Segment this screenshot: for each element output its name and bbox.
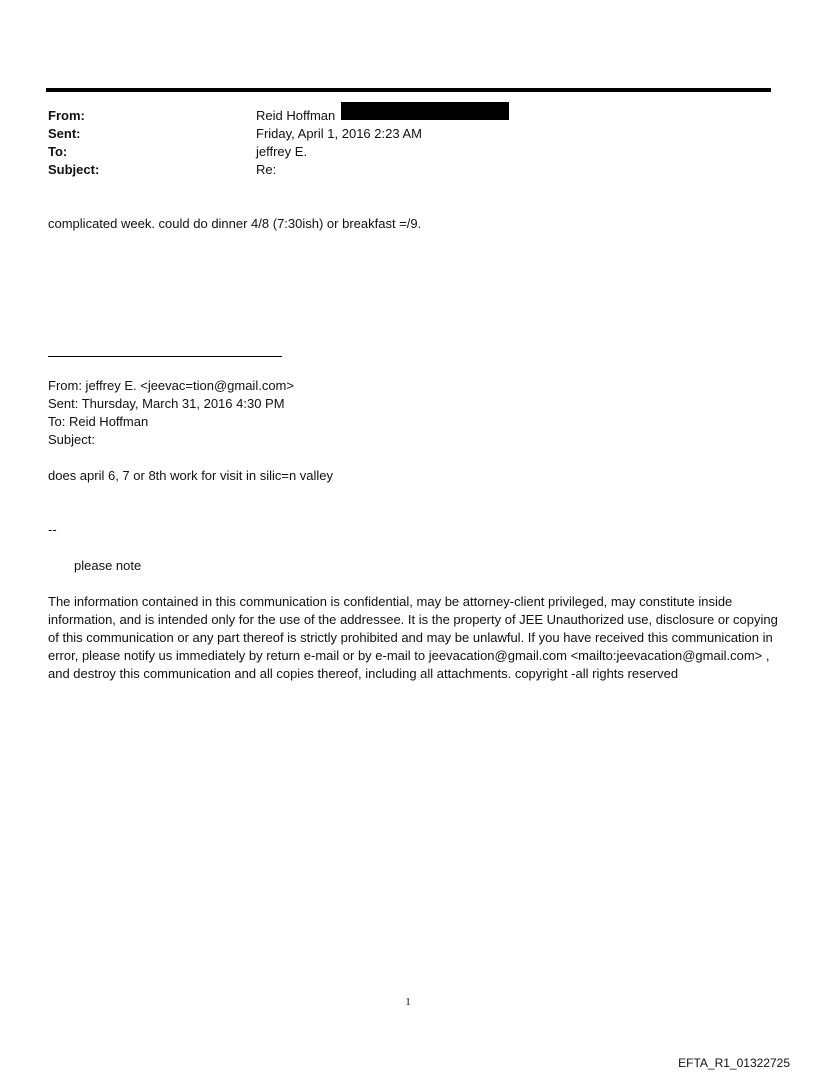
from-label: From: <box>48 108 85 123</box>
redaction-block <box>341 102 509 120</box>
please-note: please note <box>74 558 142 573</box>
subject-label: Subject: <box>48 162 100 177</box>
page-number: 1 <box>405 996 411 1008</box>
reply-body: complicated week. could do dinner 4/8 (7:30ish) or breakfast =/9. <box>48 216 422 231</box>
to-label: To: <box>48 144 68 159</box>
quoted-subject: Subject: <box>48 432 95 447</box>
confidentiality-disclaimer: The information contained in this communication is confidential, may be attorney-client privileged, may constitute inside information, and is intended only for the use of the addressee. It is the property of JEE Unauthorized use, disclosure or copying of this communication or any part thereof is strictly prohibited and may be unlawful. If you have received this communication in error, please notify us immediately by return e-mail or by e-mail to jeevacation@gmail.com <mailto:jeevacation@gmail.com> , and destroy this communication and all copies thereof, including all attachments. copyright -all rights reserved <box>48 594 778 681</box>
quote-divider <box>48 356 282 357</box>
subject-value: Re: <box>256 162 277 177</box>
quoted-body: does april 6, 7 or 8th work for visit in silic=n valley <box>48 468 334 483</box>
bates-number: EFTA_R1_01322725 <box>678 1056 790 1070</box>
sent-label: Sent: <box>48 126 81 141</box>
header-rule <box>46 88 771 92</box>
quoted-sent: Sent: Thursday, March 31, 2016 4:30 PM <box>48 396 285 411</box>
quoted-to: To: Reid Hoffman <box>48 414 149 429</box>
signature-separator: -- <box>48 522 57 537</box>
sent-value: Friday, April 1, 2016 2:23 AM <box>256 126 422 141</box>
from-value: Reid Hoffman <box>256 108 336 123</box>
to-value: jeffrey E. <box>256 144 308 159</box>
quoted-from: From: jeffrey E. <jeevac=tion@gmail.com> <box>48 378 294 393</box>
